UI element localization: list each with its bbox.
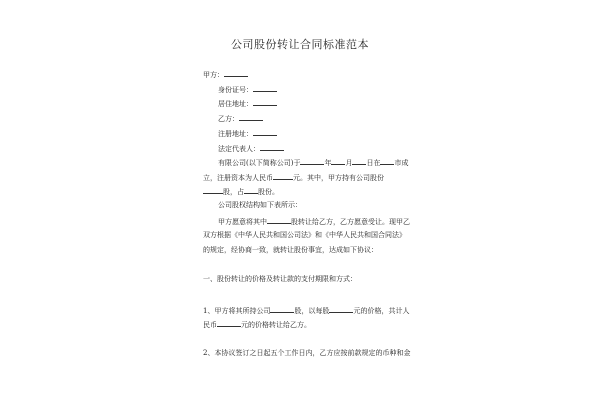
party-a-line <box>203 69 248 80</box>
section-1-heading: 一、股份转让的价格及转让款的支付期限和方式： <box>203 275 357 283</box>
id-blank <box>253 84 277 92</box>
clause-1-text-b: 股，以每股 <box>294 307 330 315</box>
capital-text: 立，注册资本为人民币 <box>203 174 273 182</box>
clause-1-text-d: 民币 <box>203 321 217 329</box>
percent-label: 股份。 <box>258 188 279 196</box>
city-label: 市成 <box>394 159 409 167</box>
shares-label: 股，占 <box>223 188 244 196</box>
year-label: 年 <box>324 159 332 167</box>
intro-text: 有限公司(以下简称公司)于 <box>218 159 301 167</box>
legal-rep-blank <box>260 143 284 151</box>
party-b-blank <box>239 113 263 121</box>
residence-blank <box>253 98 277 106</box>
percent-blank <box>244 186 258 194</box>
intro-line-2 <box>203 172 384 183</box>
clause-1-line-1 <box>203 305 409 316</box>
year-blank <box>300 157 324 165</box>
agree-text-a: 甲方愿意将其中 <box>218 218 267 226</box>
clause-1-price-blank <box>329 305 353 313</box>
document-title: 公司股份转让合同标准范本 <box>231 38 369 51</box>
agree-line-2: 双方根据《中华人民共和国公司法》和《中华人民共和国合同法》 <box>203 231 406 239</box>
clause-1-text-e: 元的价格转让给乙方。 <box>241 321 311 329</box>
legal-rep-label: 法定代表人： <box>218 145 260 153</box>
party-a-blank <box>224 69 248 77</box>
transfer-shares-blank <box>267 216 291 224</box>
holding-text: 元。其中，甲方持有公司股份 <box>293 174 384 182</box>
id-line <box>218 84 277 95</box>
day-label: 日在 <box>366 159 381 167</box>
residence-label: 居住地址： <box>218 100 253 108</box>
structure-line: 公司股权结构如下表所示： <box>218 201 302 209</box>
intro-line-1 <box>218 157 408 168</box>
clause-2-line-1: 2、本协议签订之日起五个工作日内，乙方应按前款规定的币种和金 <box>203 349 411 357</box>
city-blank <box>380 157 394 165</box>
month-label: 月 <box>345 159 353 167</box>
month-blank <box>331 157 345 165</box>
clause-1-total-blank <box>217 319 241 327</box>
id-label: 身份证号： <box>218 86 253 94</box>
agree-text-b: 股转让给乙方，乙方愿意受让。现甲乙 <box>291 218 410 226</box>
residence-line <box>218 98 277 109</box>
capital-blank <box>273 172 293 180</box>
agree-line-1 <box>218 216 410 227</box>
shares-blank <box>203 186 223 194</box>
clause-1-text-c: 元的价格，共计人 <box>353 307 410 315</box>
party-b-label: 乙方： <box>218 115 239 123</box>
clause-1-line-2 <box>203 319 311 330</box>
day-blank <box>352 157 366 165</box>
party-a-label: 甲方： <box>203 71 224 79</box>
party-b-line <box>218 113 263 124</box>
agree-line-3: 的规定，经协商一致，就转让股份事宜，达成如下协议： <box>203 246 378 254</box>
intro-line-3 <box>203 186 279 197</box>
legal-rep-line <box>218 143 284 154</box>
clause-1-shares-blank <box>270 305 294 313</box>
reg-address-line <box>218 128 277 139</box>
reg-address-blank <box>253 128 277 136</box>
clause-1-text-a: 1、甲方将其所持公司 <box>203 307 271 315</box>
reg-address-label: 注册地址： <box>218 130 253 138</box>
